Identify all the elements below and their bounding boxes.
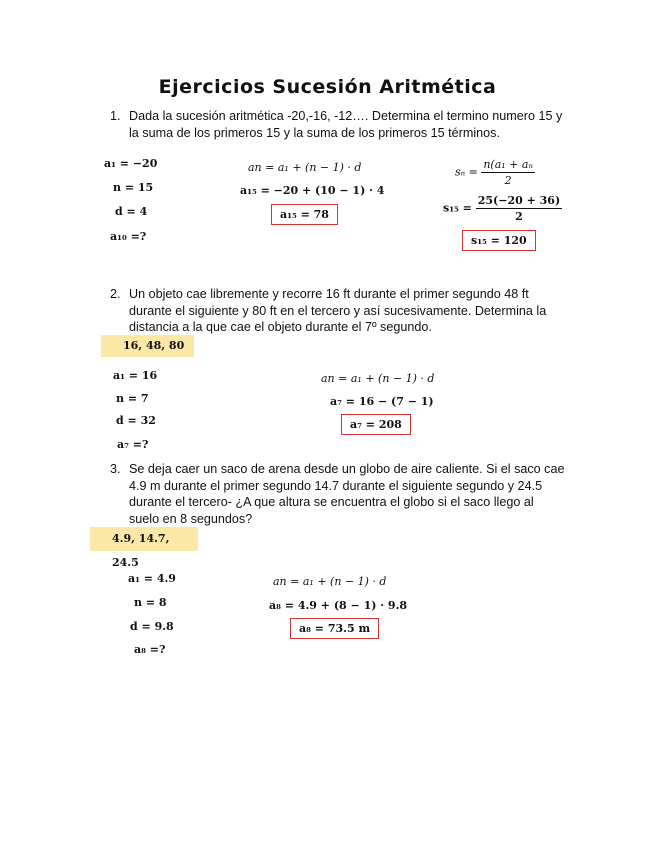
problem-text: Dada la sucesión aritmética -20,-16, -12…. Determina el termino numero 15 y la suma de los primeros 15 y la suma de los primeros 15 términos.	[129, 109, 563, 140]
formula: an = a₁ + (n − 1) · d	[273, 575, 387, 588]
sum2-numerator: 25(−20 + 36)	[477, 194, 561, 207]
problem-text: Un objeto cae libremente y recorre 16 ft durante el primer segundo 48 ft durante el siguiente y 80 ft en el tercero y así sucesivamente. Determina la distancia a la que cae el objeto durante el 7º segundo.	[129, 287, 547, 334]
sum-fraction	[481, 158, 535, 187]
given-unknown: a₁₀ =?	[110, 230, 147, 243]
sum2-lhs: s₁₅ =	[443, 201, 472, 215]
given-d: d = 32	[116, 414, 156, 427]
substitution: a₁₅ = −20 + (10 − 1) · 4	[240, 184, 385, 197]
problem-number: 2.	[110, 287, 121, 301]
given-d: d = 4	[115, 205, 148, 218]
sum2-denominator: 2	[515, 210, 523, 223]
page-title: Ejercicios Sucesión Aritmética	[158, 76, 497, 98]
given-n: n = 15	[113, 181, 154, 194]
sum-numerator: n(a₁ + aₙ	[483, 158, 533, 171]
problem-text: Se deja caer un saco de arena desde un globo de aire caliente. Si el saco cae 4.9 m durante el primer segundo 14.7 durante el siguiente segundo y 24.5 durante el tercero- ¿A que altura se encuentra el globo si el saco llego al suelo en 8 segundos?	[129, 462, 565, 526]
sum-substitution	[443, 194, 562, 223]
formula: an = a₁ + (n − 1) · d	[321, 372, 435, 385]
sequence-highlight: 16, 48, 80	[101, 335, 194, 357]
given-unknown: a₈ =?	[134, 643, 166, 656]
given-a1: a₁ = −20	[104, 157, 158, 170]
given-n: n = 8	[134, 596, 167, 609]
result-box: a₇ = 208	[341, 414, 411, 435]
substitution: a₇ = 16 − (7 − 1)	[330, 395, 434, 408]
sum-result-box: s₁₅ = 120	[462, 230, 536, 251]
sum-formula	[455, 158, 535, 187]
sequence-highlight: 4.9, 14.7, 24.5	[90, 527, 198, 551]
result-box: a₁₅ = 78	[271, 204, 338, 225]
given-a1: a₁ = 16	[113, 369, 158, 382]
given-n: n = 7	[116, 392, 149, 405]
problem-number: 3.	[110, 462, 121, 476]
sum2-fraction	[476, 194, 562, 223]
substitution: a₈ = 4.9 + (8 − 1) · 9.8	[269, 599, 408, 612]
given-unknown: a₇ =?	[117, 438, 149, 451]
result-box: a₈ = 73.5 m	[290, 618, 379, 639]
given-d: d = 9.8	[130, 620, 174, 633]
sum-denominator: 2	[504, 174, 512, 187]
sum-lhs: sₙ =	[455, 165, 478, 179]
formula: an = a₁ + (n − 1) · d	[248, 161, 362, 174]
given-a1: a₁ = 4.9	[128, 572, 176, 585]
problem-number: 1.	[110, 109, 121, 123]
